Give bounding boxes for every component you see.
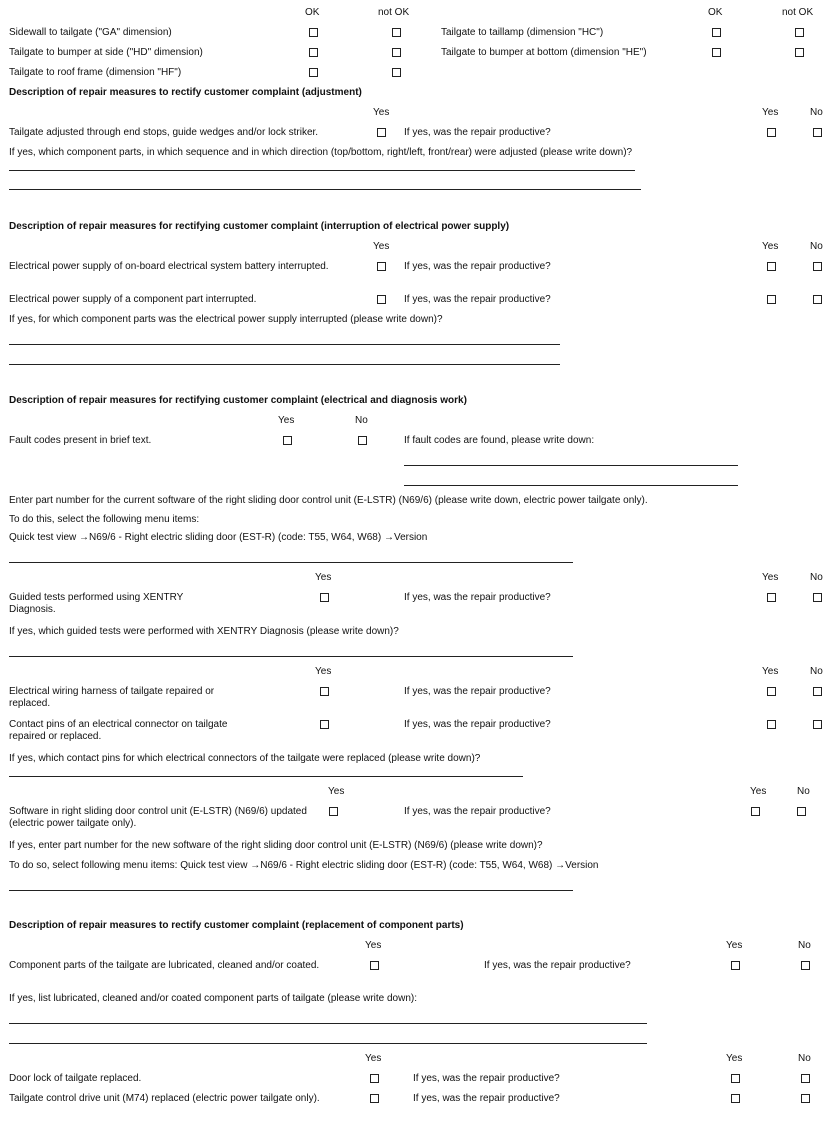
select-menu-instruction: To do this, select the following menu items: bbox=[9, 514, 200, 525]
power-yes-header: Yes bbox=[373, 241, 390, 252]
ok-header-left: OK bbox=[305, 7, 320, 18]
door-lock-yes-header: Yes bbox=[365, 1053, 382, 1064]
power-write-line-1[interactable] bbox=[9, 344, 560, 345]
adjustment-write-line-1[interactable] bbox=[9, 170, 635, 171]
current-software-instruction: Enter part number for the current software of the right sliding door control unit (E-LSTR) (N69/6) (please write down, electric power tailgate only). bbox=[9, 495, 648, 506]
guided-yes-header: Yes bbox=[315, 572, 332, 583]
ok-header-right: OK bbox=[708, 7, 723, 18]
adjustment-write-line-2[interactable] bbox=[9, 189, 641, 190]
contact-productive-no-checkbox[interactable] bbox=[813, 720, 822, 729]
adjustment-write-question: If yes, which component parts, in which sequence and in which direction (top/bottom, right/left, front/rear) were adjusted (please write down)? bbox=[9, 147, 633, 158]
fault-codes-yes-checkbox[interactable] bbox=[283, 436, 292, 445]
adjustment-productive-yes-checkbox[interactable] bbox=[767, 128, 776, 137]
lubricated-write-question: If yes, list lubricated, cleaned and/or coated component parts of tailgate (please write down): bbox=[9, 993, 418, 1004]
wiring-yes-header: Yes bbox=[315, 666, 332, 677]
power-write-question: If yes, for which component parts was the electrical power supply interrupted (please write down)? bbox=[9, 314, 443, 325]
power-write-line-2[interactable] bbox=[9, 364, 560, 365]
lubricated-productive-yes-checkbox[interactable] bbox=[731, 961, 740, 970]
wiring-productive-no-header: No bbox=[810, 666, 823, 677]
guided-productive-yes-header: Yes bbox=[762, 572, 779, 583]
dimension-hc-not-ok-checkbox[interactable] bbox=[795, 28, 804, 37]
guided-productive-no-checkbox[interactable] bbox=[813, 593, 822, 602]
not-ok-header-right: not OK bbox=[782, 7, 814, 18]
guided-write-question: If yes, which guided tests were performed with XENTRY Diagnosis (please write down)? bbox=[9, 626, 399, 637]
drive-unit-productive-no-checkbox[interactable] bbox=[801, 1094, 810, 1103]
lubricated-write-line-2[interactable] bbox=[9, 1043, 647, 1044]
component-interrupted-yes-checkbox[interactable] bbox=[377, 295, 386, 304]
fault-codes-line-1[interactable] bbox=[404, 465, 738, 466]
dimension-he-label: Tailgate to bumper at bottom (dimension "HE") bbox=[441, 47, 647, 58]
lubricated-write-line-1[interactable] bbox=[9, 1023, 647, 1024]
wiring-productive-question: If yes, was the repair productive? bbox=[404, 686, 551, 697]
drive-unit-productive-yes-checkbox[interactable] bbox=[731, 1094, 740, 1103]
guided-productive-no-header: No bbox=[810, 572, 823, 583]
dimension-ga-ok-checkbox[interactable] bbox=[309, 28, 318, 37]
diagnosis-heading: Description of repair measures for rectifying customer complaint (electrical and diagnosis work) bbox=[9, 395, 467, 406]
door-lock-label: Door lock of tailgate replaced. bbox=[9, 1073, 142, 1084]
contact-productive-question: If yes, was the repair productive? bbox=[404, 719, 551, 730]
software-updated-yes-checkbox[interactable] bbox=[329, 807, 338, 816]
quick-test-path: Quick test view →N69/6 - Right electric sliding door (EST-R) (code: T55, W64, W68) →Version bbox=[9, 532, 428, 543]
adjustment-productive-question: If yes, was the repair productive? bbox=[404, 127, 551, 138]
drive-unit-label: Tailgate control drive unit (M74) replaced (electric power tailgate only). bbox=[9, 1093, 320, 1104]
wiring-productive-yes-header: Yes bbox=[762, 666, 779, 677]
contact-write-question: If yes, which contact pins for which electrical connectors of the tailgate were replaced (please write down)? bbox=[9, 753, 481, 764]
software-productive-yes-header: Yes bbox=[750, 786, 767, 797]
fault-codes-found-label: If fault codes are found, please write down: bbox=[404, 435, 595, 446]
battery-interrupted-label: Electrical power supply of on-board electrical system battery interrupted. bbox=[9, 261, 329, 272]
software-productive-question: If yes, was the repair productive? bbox=[404, 806, 551, 817]
door-lock-productive-question: If yes, was the repair productive? bbox=[413, 1073, 560, 1084]
wiring-harness-label: Electrical wiring harness of tailgate repaired or replaced. bbox=[9, 686, 215, 709]
fault-codes-line-2[interactable] bbox=[404, 485, 738, 486]
software-productive-yes-checkbox[interactable] bbox=[751, 807, 760, 816]
lubricated-yes-header: Yes bbox=[365, 940, 382, 951]
replacement-heading: Description of repair measures to rectify customer complaint (replacement of component parts) bbox=[9, 920, 464, 931]
fault-codes-label: Fault codes present in brief text. bbox=[9, 435, 152, 446]
do-so-menu-path: To do so, select following menu items: Quick test view →N69/6 - Right electric sliding door (EST-R) (code: T55, W64, W68) →Version bbox=[9, 860, 599, 871]
wiring-productive-yes-checkbox[interactable] bbox=[767, 687, 776, 696]
power-productive-yes-header: Yes bbox=[762, 241, 779, 252]
fault-yes-header: Yes bbox=[278, 415, 295, 426]
dimension-hf-label: Tailgate to roof frame (dimension "HF") bbox=[9, 67, 182, 78]
dimension-hf-ok-checkbox[interactable] bbox=[309, 68, 318, 77]
not-ok-header-left: not OK bbox=[378, 7, 410, 18]
door-lock-productive-no-header: No bbox=[798, 1053, 811, 1064]
contact-write-line[interactable] bbox=[9, 776, 523, 777]
wiring-productive-no-checkbox[interactable] bbox=[813, 687, 822, 696]
guided-tests-label: Guided tests performed using XENTRY Diagnosis. bbox=[9, 592, 184, 615]
new-software-instruction: If yes, enter part number for the new software of the right sliding door control unit (E-LSTR) (N69/6) (please write down)? bbox=[9, 840, 543, 851]
arrow-right-icon: → bbox=[79, 532, 90, 543]
battery-interrupted-yes-checkbox[interactable] bbox=[377, 262, 386, 271]
drive-unit-productive-question: If yes, was the repair productive? bbox=[413, 1093, 560, 1104]
wiring-harness-yes-checkbox[interactable] bbox=[320, 687, 329, 696]
lubricated-productive-yes-header: Yes bbox=[726, 940, 743, 951]
door-lock-productive-no-checkbox[interactable] bbox=[801, 1074, 810, 1083]
guided-tests-yes-checkbox[interactable] bbox=[320, 593, 329, 602]
lubricated-productive-no-checkbox[interactable] bbox=[801, 961, 810, 970]
battery-productive-yes-checkbox[interactable] bbox=[767, 262, 776, 271]
dimension-hc-label: Tailgate to taillamp (dimension "HC") bbox=[441, 27, 604, 38]
guided-productive-yes-checkbox[interactable] bbox=[767, 593, 776, 602]
power-productive-no-header: No bbox=[810, 241, 823, 252]
adjustment-productive-yes-header: Yes bbox=[762, 107, 779, 118]
dimension-hd-ok-checkbox[interactable] bbox=[309, 48, 318, 57]
component-productive-question: If yes, was the repair productive? bbox=[404, 294, 551, 305]
dimension-hc-ok-checkbox[interactable] bbox=[712, 28, 721, 37]
arrow-right-icon: → bbox=[555, 860, 566, 871]
dimension-ga-not-ok-checkbox[interactable] bbox=[392, 28, 401, 37]
drive-unit-yes-checkbox[interactable] bbox=[370, 1094, 379, 1103]
adjustment-productive-no-header: No bbox=[810, 107, 823, 118]
software-updated-label: Software in right sliding door control unit (E-LSTR) (N69/6) updated (electric power tailgate only). bbox=[9, 806, 307, 829]
door-lock-yes-checkbox[interactable] bbox=[370, 1074, 379, 1083]
component-productive-yes-checkbox[interactable] bbox=[767, 295, 776, 304]
battery-productive-question: If yes, was the repair productive? bbox=[404, 261, 551, 272]
dimension-ga-label: Sidewall to tailgate ("GA" dimension) bbox=[9, 27, 172, 38]
adjustment-heading: Description of repair measures to rectify customer complaint (adjustment) bbox=[9, 87, 362, 98]
tailgate-adjusted-label: Tailgate adjusted through end stops, guide wedges and/or lock striker. bbox=[9, 127, 319, 138]
contact-pins-yes-checkbox[interactable] bbox=[320, 720, 329, 729]
battery-productive-no-checkbox[interactable] bbox=[813, 262, 822, 271]
lubricated-productive-question: If yes, was the repair productive? bbox=[484, 960, 631, 971]
power-heading: Description of repair measures for rectifying customer complaint (interruption of electrical power supply) bbox=[9, 221, 510, 232]
contact-pins-label: Contact pins of an electrical connector on tailgate repaired or replaced. bbox=[9, 719, 228, 742]
lubricated-productive-no-header: No bbox=[798, 940, 811, 951]
dimension-hd-not-ok-checkbox[interactable] bbox=[392, 48, 401, 57]
dimension-he-ok-checkbox[interactable] bbox=[712, 48, 721, 57]
arrow-right-icon: → bbox=[383, 532, 394, 543]
software-productive-no-checkbox[interactable] bbox=[797, 807, 806, 816]
contact-productive-yes-checkbox[interactable] bbox=[767, 720, 776, 729]
arrow-right-icon: → bbox=[250, 860, 261, 871]
guided-productive-question: If yes, was the repair productive? bbox=[404, 592, 551, 603]
adjustment-yes-header: Yes bbox=[373, 107, 390, 118]
software-yes-header: Yes bbox=[328, 786, 345, 797]
lubricated-label: Component parts of the tailgate are lubricated, cleaned and/or coated. bbox=[9, 960, 320, 971]
door-lock-productive-yes-checkbox[interactable] bbox=[731, 1074, 740, 1083]
software-productive-no-header: No bbox=[797, 786, 810, 797]
component-productive-no-checkbox[interactable] bbox=[813, 295, 822, 304]
dimension-he-not-ok-checkbox[interactable] bbox=[795, 48, 804, 57]
adjustment-productive-no-checkbox[interactable] bbox=[813, 128, 822, 137]
current-software-line[interactable] bbox=[9, 562, 573, 563]
fault-no-header: No bbox=[355, 415, 368, 426]
component-interrupted-label: Electrical power supply of a component part interrupted. bbox=[9, 294, 257, 305]
dimension-hd-label: Tailgate to bumper at side ("HD" dimension) bbox=[9, 47, 203, 58]
door-lock-productive-yes-header: Yes bbox=[726, 1053, 743, 1064]
guided-write-line[interactable] bbox=[9, 656, 573, 657]
tailgate-adjusted-yes-checkbox[interactable] bbox=[377, 128, 386, 137]
new-software-line[interactable] bbox=[9, 890, 573, 891]
lubricated-yes-checkbox[interactable] bbox=[370, 961, 379, 970]
fault-codes-no-checkbox[interactable] bbox=[358, 436, 367, 445]
dimension-hf-not-ok-checkbox[interactable] bbox=[392, 68, 401, 77]
